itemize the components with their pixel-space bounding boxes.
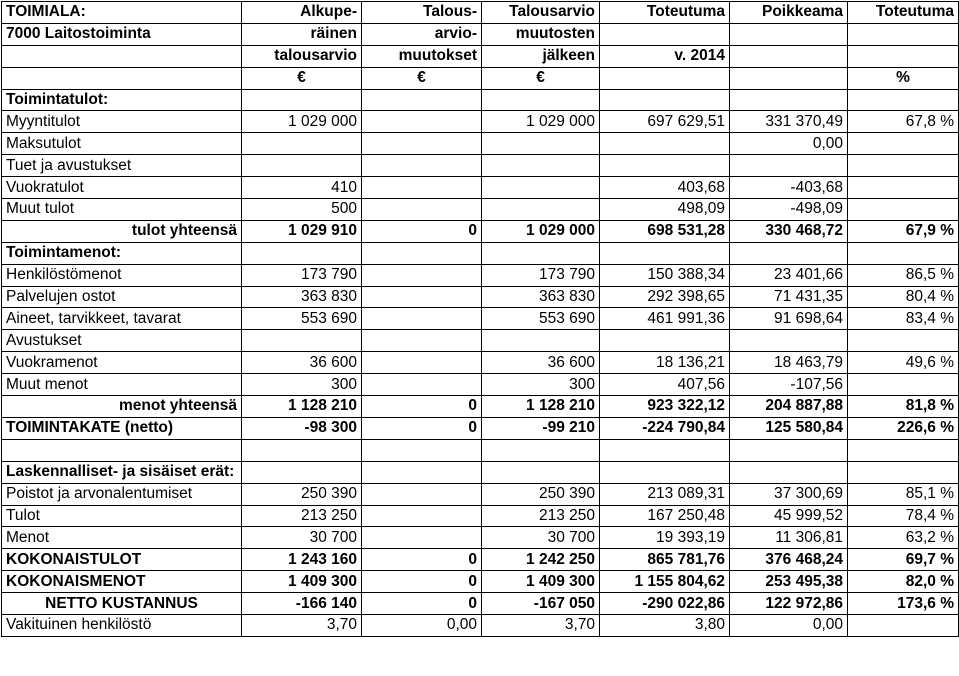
table-row (2, 111, 959, 133)
value-cell: 1 029 000 (482, 111, 600, 133)
table-row (2, 505, 959, 527)
value-cell: 553 690 (242, 308, 362, 330)
value-cell: 204 887,88 (730, 396, 848, 418)
value-cell (848, 330, 959, 352)
value-cell: 1 029 910 (242, 220, 362, 242)
value-cell (730, 461, 848, 483)
currency-unit: € (362, 67, 482, 89)
currency-unit: € (482, 67, 600, 89)
row-label: tulot yhteensä (2, 220, 242, 242)
value-cell (482, 461, 600, 483)
value-cell: 1 409 300 (482, 571, 600, 593)
value-cell: 461 991,36 (600, 308, 730, 330)
value-cell: 36 600 (482, 352, 600, 374)
value-cell: 30 700 (242, 527, 362, 549)
value-cell (482, 242, 600, 264)
value-cell: 81,8 % (848, 396, 959, 418)
row-label: Toimintamenot: (2, 242, 242, 264)
value-cell (242, 439, 362, 461)
value-cell: 173 790 (242, 264, 362, 286)
value-cell: -99 210 (482, 417, 600, 439)
value-cell: 11 306,81 (730, 527, 848, 549)
value-cell: 49,6 % (848, 352, 959, 374)
value-cell: -224 790,84 (600, 417, 730, 439)
value-cell: 0 (362, 220, 482, 242)
header-row-1 (2, 2, 959, 24)
value-cell (242, 461, 362, 483)
value-cell (600, 133, 730, 155)
value-cell (600, 439, 730, 461)
value-cell (242, 133, 362, 155)
value-cell: 150 388,34 (600, 264, 730, 286)
table-row (2, 89, 959, 111)
table-row (2, 286, 959, 308)
budget-table (1, 1, 959, 637)
value-cell: 30 700 (482, 527, 600, 549)
row-label: Menot (2, 527, 242, 549)
value-cell: 407,56 (600, 374, 730, 396)
value-cell: 923 322,12 (600, 396, 730, 418)
value-cell (848, 199, 959, 221)
value-cell: 0,00 (730, 133, 848, 155)
value-cell (848, 439, 959, 461)
value-cell: 0 (362, 549, 482, 571)
value-cell: -290 022,86 (600, 593, 730, 615)
value-cell: -98 300 (242, 417, 362, 439)
row-label: TOIMINTAKATE (netto) (2, 417, 242, 439)
header-cell (730, 67, 848, 89)
value-cell (362, 330, 482, 352)
table-row (2, 330, 959, 352)
value-cell (848, 615, 959, 637)
row-label: Toimintatulot: (2, 89, 242, 111)
value-cell (848, 89, 959, 111)
value-cell (362, 308, 482, 330)
table-row (2, 264, 959, 286)
header-cell: Toteutuma (848, 2, 959, 24)
row-label: Myyntitulot (2, 111, 242, 133)
value-cell (242, 242, 362, 264)
value-cell (848, 177, 959, 199)
row-label: NETTO KUSTANNUS (2, 593, 242, 615)
table-row (2, 242, 959, 264)
value-cell: 865 781,76 (600, 549, 730, 571)
value-cell: 330 468,72 (730, 220, 848, 242)
row-label: Muut menot (2, 374, 242, 396)
value-cell: 250 390 (242, 483, 362, 505)
table-row (2, 593, 959, 615)
table-row (2, 571, 959, 593)
value-cell: 697 629,51 (600, 111, 730, 133)
value-cell: 0,00 (730, 615, 848, 637)
value-cell: 3,80 (600, 615, 730, 637)
value-cell (848, 155, 959, 177)
header-cell (848, 45, 959, 67)
table-row (2, 615, 959, 637)
value-cell (848, 242, 959, 264)
table-row (2, 461, 959, 483)
row-label: Palvelujen ostot (2, 286, 242, 308)
header-row-2 (2, 23, 959, 45)
value-cell (600, 461, 730, 483)
value-cell (362, 111, 482, 133)
value-cell: 122 972,86 (730, 593, 848, 615)
header-row-3 (2, 45, 959, 67)
value-cell (362, 505, 482, 527)
table-row (2, 549, 959, 571)
value-cell: 300 (482, 374, 600, 396)
table-row (2, 155, 959, 177)
value-cell (730, 89, 848, 111)
header-cell: Alkupe- (242, 2, 362, 24)
value-cell (362, 286, 482, 308)
value-cell: 125 580,84 (730, 417, 848, 439)
row-label: Aineet, tarvikkeet, tavarat (2, 308, 242, 330)
header-cell (600, 23, 730, 45)
value-cell: 410 (242, 177, 362, 199)
header-cell: muutokset (362, 45, 482, 67)
value-cell (600, 330, 730, 352)
value-cell: -107,56 (730, 374, 848, 396)
value-cell: 300 (242, 374, 362, 396)
value-cell: 213 250 (242, 505, 362, 527)
value-cell (482, 155, 600, 177)
value-cell (730, 330, 848, 352)
value-cell: 1 409 300 (242, 571, 362, 593)
spacer-row (2, 439, 959, 461)
value-cell (730, 439, 848, 461)
value-cell (848, 374, 959, 396)
header-cell: Poikkeama (730, 2, 848, 24)
header-cell: Talous- (362, 2, 482, 24)
percent-unit: % (848, 67, 959, 89)
table-row (2, 352, 959, 374)
table-row (2, 199, 959, 221)
value-cell: 36 600 (242, 352, 362, 374)
value-cell: 167 250,48 (600, 505, 730, 527)
value-cell (362, 352, 482, 374)
value-cell: -403,68 (730, 177, 848, 199)
header-cell: jälkeen (482, 45, 600, 67)
value-cell: 173 790 (482, 264, 600, 286)
value-cell: 67,9 % (848, 220, 959, 242)
value-cell: 0,00 (362, 615, 482, 637)
table-row (2, 417, 959, 439)
value-cell: -498,09 (730, 199, 848, 221)
value-cell: 78,4 % (848, 505, 959, 527)
value-cell (600, 242, 730, 264)
value-cell: 331 370,49 (730, 111, 848, 133)
value-cell: 1 128 210 (242, 396, 362, 418)
table-row (2, 396, 959, 418)
header-cell: v. 2014 (600, 45, 730, 67)
value-cell (362, 439, 482, 461)
value-cell: 0 (362, 571, 482, 593)
value-cell (362, 527, 482, 549)
value-cell (482, 133, 600, 155)
value-cell (362, 155, 482, 177)
header-cell: arvio- (362, 23, 482, 45)
value-cell (362, 461, 482, 483)
value-cell (848, 133, 959, 155)
value-cell: 83,4 % (848, 308, 959, 330)
value-cell (482, 199, 600, 221)
value-cell: 19 393,19 (600, 527, 730, 549)
value-cell: 85,1 % (848, 483, 959, 505)
header-cell (2, 67, 242, 89)
value-cell: 213 089,31 (600, 483, 730, 505)
value-cell: 37 300,69 (730, 483, 848, 505)
row-label: KOKONAISMENOT (2, 571, 242, 593)
value-cell: 1 029 000 (242, 111, 362, 133)
value-cell: 173,6 % (848, 593, 959, 615)
header-cell: TOIMIALA: (2, 2, 242, 24)
header-cell: muutosten (482, 23, 600, 45)
value-cell: 553 690 (482, 308, 600, 330)
value-cell: 498,09 (600, 199, 730, 221)
value-cell: 80,4 % (848, 286, 959, 308)
value-cell: 3,70 (242, 615, 362, 637)
value-cell (730, 242, 848, 264)
value-cell: 71 431,35 (730, 286, 848, 308)
table-row (2, 220, 959, 242)
value-cell: 698 531,28 (600, 220, 730, 242)
value-cell: 363 830 (482, 286, 600, 308)
value-cell (242, 330, 362, 352)
row-label: Laskennalliset- ja sisäiset erät: (2, 461, 242, 483)
table-row (2, 177, 959, 199)
value-cell: 292 398,65 (600, 286, 730, 308)
value-cell (362, 199, 482, 221)
value-cell: 213 250 (482, 505, 600, 527)
value-cell (482, 439, 600, 461)
value-cell: 69,7 % (848, 549, 959, 571)
table-body (2, 2, 959, 637)
value-cell (848, 461, 959, 483)
value-cell: 23 401,66 (730, 264, 848, 286)
table-row (2, 483, 959, 505)
header-row-4 (2, 67, 959, 89)
value-cell: -166 140 (242, 593, 362, 615)
value-cell (362, 483, 482, 505)
value-cell: 500 (242, 199, 362, 221)
header-cell (848, 23, 959, 45)
value-cell: 253 495,38 (730, 571, 848, 593)
value-cell (362, 177, 482, 199)
value-cell: 1 155 804,62 (600, 571, 730, 593)
value-cell (600, 89, 730, 111)
header-cell (730, 23, 848, 45)
row-label: Muut tulot (2, 199, 242, 221)
currency-unit: € (242, 67, 362, 89)
row-label: Avustukset (2, 330, 242, 352)
value-cell: 91 698,64 (730, 308, 848, 330)
value-cell (242, 89, 362, 111)
value-cell: 250 390 (482, 483, 600, 505)
value-cell: 86,5 % (848, 264, 959, 286)
table-row (2, 527, 959, 549)
header-cell: talousarvio (242, 45, 362, 67)
row-label: Vuokratulot (2, 177, 242, 199)
row-label: menot yhteensä (2, 396, 242, 418)
value-cell (730, 155, 848, 177)
row-label (2, 439, 242, 461)
value-cell: 3,70 (482, 615, 600, 637)
row-label: KOKONAISTULOT (2, 549, 242, 571)
value-cell (242, 155, 362, 177)
value-cell: 0 (362, 593, 482, 615)
row-label: Tulot (2, 505, 242, 527)
value-cell: 1 128 210 (482, 396, 600, 418)
value-cell (362, 89, 482, 111)
value-cell: 1 243 160 (242, 549, 362, 571)
value-cell: 363 830 (242, 286, 362, 308)
header-cell (730, 45, 848, 67)
header-cell (2, 45, 242, 67)
value-cell: 376 468,24 (730, 549, 848, 571)
value-cell: 1 029 000 (482, 220, 600, 242)
row-label: Vakituinen henkilöstö (2, 615, 242, 637)
value-cell: 226,6 % (848, 417, 959, 439)
value-cell: 45 999,52 (730, 505, 848, 527)
header-cell: räinen (242, 23, 362, 45)
value-cell: 403,68 (600, 177, 730, 199)
value-cell (362, 133, 482, 155)
value-cell (482, 330, 600, 352)
table-row (2, 308, 959, 330)
value-cell: 63,2 % (848, 527, 959, 549)
row-label: Tuet ja avustukset (2, 155, 242, 177)
value-cell (362, 374, 482, 396)
row-label: Vuokramenot (2, 352, 242, 374)
row-label: Poistot ja arvonalentumiset (2, 483, 242, 505)
table-row (2, 374, 959, 396)
header-cell: Talousarvio (482, 2, 600, 24)
value-cell (482, 177, 600, 199)
header-cell: 7000 Laitostoiminta (2, 23, 242, 45)
value-cell: 18 463,79 (730, 352, 848, 374)
row-label: Henkilöstömenot (2, 264, 242, 286)
table-row (2, 133, 959, 155)
value-cell: 67,8 % (848, 111, 959, 133)
value-cell: 0 (362, 396, 482, 418)
value-cell (482, 89, 600, 111)
value-cell: 0 (362, 417, 482, 439)
header-cell (600, 67, 730, 89)
value-cell (362, 242, 482, 264)
value-cell: -167 050 (482, 593, 600, 615)
value-cell (600, 155, 730, 177)
value-cell: 82,0 % (848, 571, 959, 593)
value-cell: 1 242 250 (482, 549, 600, 571)
value-cell (362, 264, 482, 286)
header-cell: Toteutuma (600, 2, 730, 24)
value-cell: 18 136,21 (600, 352, 730, 374)
row-label: Maksutulot (2, 133, 242, 155)
